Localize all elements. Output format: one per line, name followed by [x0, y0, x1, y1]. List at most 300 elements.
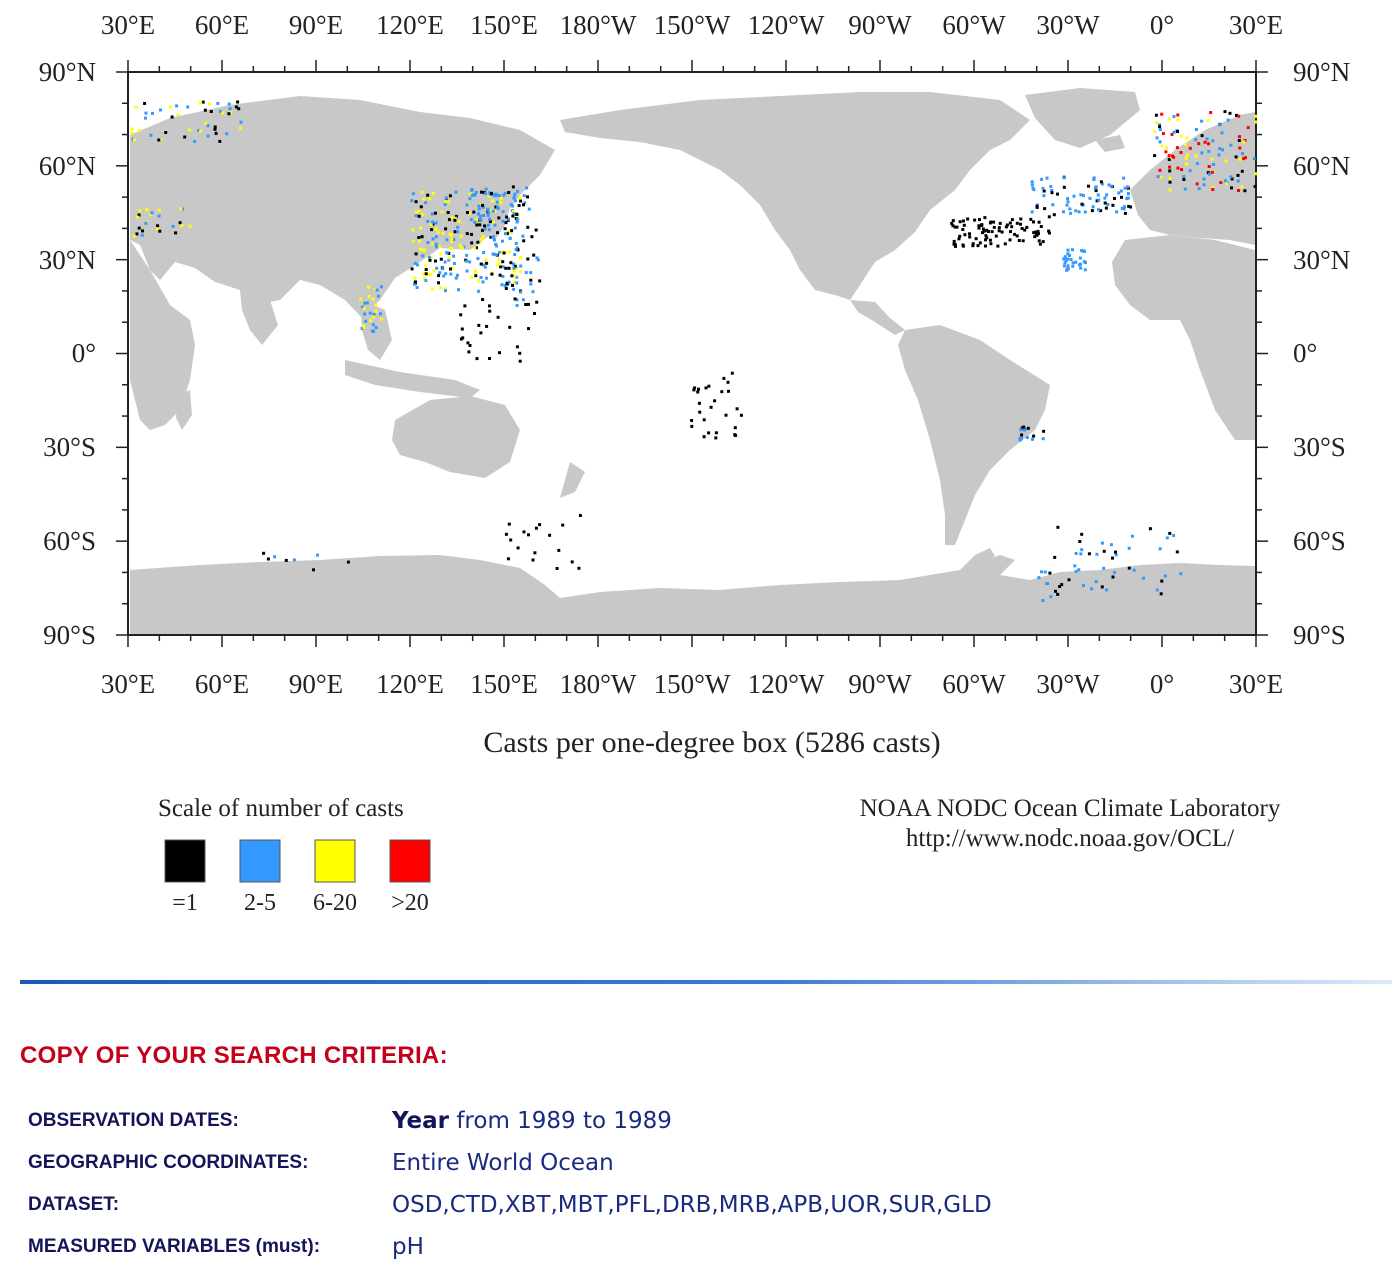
lon-label-top: 120°E — [376, 10, 444, 40]
cast-marker — [1066, 197, 1069, 200]
cast-marker — [486, 208, 489, 211]
cast-marker — [445, 196, 448, 199]
criteria-value: Entire World Ocean — [392, 1150, 614, 1176]
cast-marker — [495, 245, 498, 248]
cast-marker — [1160, 113, 1163, 116]
cast-marker — [466, 211, 469, 214]
cast-marker — [418, 215, 421, 218]
cast-marker — [490, 192, 493, 195]
cast-marker — [1200, 120, 1203, 123]
cast-marker — [992, 221, 995, 224]
lon-label-bottom: 30°W — [1036, 669, 1100, 699]
cast-marker — [548, 534, 551, 537]
lat-label-left: 60°S — [43, 526, 96, 556]
cast-marker — [1068, 578, 1071, 581]
cast-marker — [151, 211, 154, 214]
cast-marker — [477, 324, 480, 327]
cast-marker — [513, 253, 516, 256]
cast-marker — [177, 113, 180, 116]
cast-marker — [984, 245, 987, 248]
cast-marker — [1237, 174, 1240, 177]
cast-marker — [518, 352, 521, 355]
cast-marker — [525, 187, 528, 190]
cast-marker — [441, 211, 444, 214]
lon-label-bottom: 150°W — [653, 669, 731, 699]
cast-marker — [526, 195, 529, 198]
cast-marker — [1023, 229, 1026, 232]
lon-label-bottom: 0° — [1149, 669, 1175, 699]
cast-marker — [466, 270, 469, 273]
cast-marker — [491, 200, 494, 203]
cast-marker — [722, 377, 725, 380]
cast-marker — [1186, 136, 1189, 139]
cast-marker — [415, 214, 418, 217]
cast-marker — [523, 194, 526, 197]
cast-marker — [511, 215, 514, 218]
cast-marker — [1108, 183, 1111, 186]
section-divider — [20, 980, 1392, 984]
cast-marker — [419, 227, 422, 230]
cast-marker — [457, 288, 460, 291]
cast-marker — [734, 434, 737, 437]
legend-label: =1 — [172, 890, 198, 916]
cast-marker — [1113, 197, 1116, 200]
cast-marker — [420, 205, 423, 208]
cast-marker — [705, 386, 708, 389]
cast-marker — [961, 228, 964, 231]
cast-marker — [529, 279, 532, 282]
cast-marker — [507, 557, 510, 560]
cast-marker — [380, 285, 383, 288]
cast-marker — [519, 256, 522, 259]
cast-marker — [1169, 188, 1172, 191]
cast-marker — [522, 203, 525, 206]
cast-marker — [428, 256, 431, 259]
cast-marker — [1064, 255, 1067, 258]
lon-label-top: 30°W — [1036, 10, 1100, 40]
cast-marker — [1105, 588, 1108, 591]
cast-marker — [1173, 115, 1176, 118]
cast-marker — [1018, 239, 1021, 242]
cast-marker — [516, 345, 519, 348]
cast-marker — [1079, 267, 1082, 270]
cast-marker — [1211, 188, 1214, 191]
cast-marker — [1016, 234, 1019, 237]
cast-marker — [513, 281, 516, 284]
cast-marker — [415, 200, 418, 203]
cast-marker — [958, 235, 961, 238]
cast-marker — [239, 127, 242, 130]
cast-marker — [221, 112, 224, 115]
cast-marker — [157, 139, 160, 142]
cast-marker — [488, 304, 491, 307]
cast-marker — [1196, 162, 1199, 165]
lat-label-right: 60°N — [1293, 151, 1351, 181]
cast-marker — [1042, 437, 1045, 440]
cast-marker — [1210, 158, 1213, 161]
cast-marker — [481, 204, 484, 207]
cast-marker — [1168, 169, 1171, 172]
lon-label-top: 90°W — [848, 10, 912, 40]
cast-marker — [1088, 552, 1091, 555]
cast-marker — [411, 228, 414, 231]
cast-marker — [444, 227, 447, 230]
cast-marker — [415, 211, 418, 214]
cast-marker — [482, 214, 485, 217]
cast-marker — [1114, 551, 1117, 554]
cast-marker — [474, 274, 477, 277]
cast-marker — [371, 298, 374, 301]
cast-marker — [513, 193, 516, 196]
cast-marker — [497, 316, 500, 319]
cast-marker — [521, 235, 524, 238]
cast-marker — [478, 223, 481, 226]
cast-marker — [1031, 210, 1034, 213]
criteria-value: OSD,CTD,XBT,MBT,PFL,DRB,MRB,APB,UOR,SUR,GLD — [392, 1192, 992, 1218]
cast-marker — [444, 261, 447, 264]
lon-label-top: 60°E — [194, 10, 250, 40]
cast-marker — [316, 554, 319, 557]
cast-marker — [526, 226, 529, 229]
cast-marker — [1182, 175, 1185, 178]
cast-marker — [497, 216, 500, 219]
cast-marker — [1006, 224, 1009, 227]
cast-marker — [693, 386, 696, 389]
cast-marker — [418, 240, 421, 243]
cast-marker — [1242, 141, 1245, 144]
cast-marker — [417, 236, 420, 239]
cast-marker — [456, 230, 459, 233]
cast-marker — [1180, 151, 1183, 154]
cast-marker — [478, 204, 481, 207]
cast-marker — [1180, 168, 1183, 171]
cast-marker — [1230, 186, 1233, 189]
cast-marker — [410, 199, 413, 202]
cast-marker — [1040, 225, 1043, 228]
cast-marker — [1254, 121, 1257, 124]
cast-marker — [504, 192, 507, 195]
cast-marker — [1001, 231, 1004, 234]
cast-marker — [1189, 147, 1192, 150]
cast-marker — [1244, 156, 1247, 159]
cast-marker — [509, 539, 512, 542]
cast-marker — [1209, 111, 1212, 114]
cast-marker — [473, 246, 476, 249]
cast-marker — [1106, 203, 1109, 206]
cast-marker — [262, 552, 265, 555]
cast-marker — [497, 263, 500, 266]
cast-marker — [1090, 587, 1093, 590]
lat-label-right: 90°N — [1293, 57, 1351, 87]
cast-marker — [488, 357, 491, 360]
cast-marker — [426, 220, 429, 223]
cast-marker — [460, 246, 463, 249]
cast-marker — [438, 271, 441, 274]
cast-marker — [225, 132, 228, 135]
cast-marker — [435, 245, 438, 248]
cast-marker — [1153, 154, 1156, 157]
lat-label-right: 30°S — [1293, 432, 1346, 462]
cast-marker — [515, 248, 518, 251]
cast-marker — [445, 238, 448, 241]
cast-marker — [1056, 193, 1059, 196]
cast-marker — [434, 260, 437, 263]
criteria-row-variables — [28, 1226, 992, 1268]
cast-marker — [1039, 243, 1042, 246]
cast-marker — [514, 227, 517, 230]
cast-marker — [449, 273, 452, 276]
cast-marker — [440, 258, 443, 261]
cast-marker — [498, 251, 501, 254]
cast-marker — [432, 238, 435, 241]
cast-marker — [179, 207, 182, 210]
cast-marker — [1105, 193, 1108, 196]
right-lat-labels — [1293, 57, 1350, 650]
cast-marker — [1142, 577, 1145, 580]
cast-marker — [508, 267, 511, 270]
cast-marker — [1069, 212, 1072, 215]
cast-marker — [514, 199, 517, 202]
cast-marker — [151, 112, 154, 115]
cast-marker — [516, 190, 519, 193]
cast-marker — [715, 431, 718, 434]
cast-marker — [491, 235, 494, 238]
cast-marker — [998, 226, 1001, 229]
cast-marker — [1082, 194, 1085, 197]
cast-marker — [519, 291, 522, 294]
cast-marker — [487, 224, 490, 227]
cast-marker — [510, 229, 513, 232]
cast-marker — [214, 128, 217, 131]
cast-marker — [476, 357, 479, 360]
cast-marker — [413, 277, 416, 280]
cast-marker — [1009, 238, 1012, 241]
cast-marker — [734, 426, 737, 429]
cast-marker — [953, 243, 956, 246]
cast-marker — [504, 232, 507, 235]
cast-marker — [962, 244, 965, 247]
cast-marker — [484, 266, 487, 269]
cast-marker — [437, 281, 440, 284]
cast-marker — [535, 229, 538, 232]
cast-marker — [485, 277, 488, 280]
cast-marker — [557, 549, 560, 552]
cast-marker — [138, 209, 141, 212]
cast-marker — [480, 263, 483, 266]
cast-marker — [372, 316, 375, 319]
lon-label-top: 30°E — [1228, 10, 1284, 40]
cast-marker — [1149, 527, 1152, 530]
cast-marker — [1159, 169, 1162, 172]
cast-marker — [424, 279, 427, 282]
cast-marker — [431, 212, 434, 215]
cast-marker — [501, 275, 504, 278]
cast-marker — [454, 230, 457, 233]
cast-marker — [513, 270, 516, 273]
cast-marker — [1073, 564, 1076, 567]
cast-marker — [1016, 222, 1019, 225]
cast-marker — [423, 249, 426, 252]
cast-marker — [144, 222, 147, 225]
cast-marker — [180, 224, 183, 227]
cast-marker — [487, 214, 490, 217]
cast-marker — [1103, 550, 1106, 553]
cast-marker — [1025, 226, 1028, 229]
cast-marker — [435, 267, 438, 270]
cast-marker — [1029, 218, 1032, 221]
cast-marker — [510, 274, 513, 277]
cast-marker — [1089, 197, 1092, 200]
cast-marker — [1171, 155, 1174, 158]
cast-marker — [1131, 535, 1134, 538]
cast-marker — [1042, 430, 1045, 433]
cast-marker — [1124, 212, 1127, 215]
cast-marker — [519, 265, 522, 268]
cast-marker — [517, 546, 520, 549]
cast-marker — [485, 188, 488, 191]
cast-marker — [159, 109, 162, 112]
cast-marker — [487, 210, 490, 213]
cast-marker — [1185, 162, 1188, 165]
cast-marker — [376, 289, 379, 292]
cast-marker — [429, 259, 432, 262]
cast-marker — [1224, 110, 1227, 113]
cast-marker — [1129, 206, 1132, 209]
cast-marker — [416, 286, 419, 289]
cast-marker — [437, 231, 440, 234]
cast-marker — [174, 231, 177, 234]
lon-label-top: 60°W — [942, 10, 1006, 40]
cast-marker — [131, 127, 134, 130]
cast-marker — [1211, 171, 1214, 174]
cast-marker — [473, 221, 476, 224]
cast-marker — [477, 290, 480, 293]
cast-marker — [425, 272, 428, 275]
cast-marker — [488, 310, 491, 313]
cast-marker — [1241, 152, 1244, 155]
cast-marker — [1201, 134, 1204, 137]
map-caption: Casts per one-degree box (5286 casts) — [483, 726, 941, 759]
cast-marker — [1156, 589, 1159, 592]
cast-marker — [1036, 206, 1039, 209]
criteria-label: GEOGRAPHIC COORDINATES: — [28, 1152, 309, 1173]
cast-marker — [447, 200, 450, 203]
cast-marker — [431, 243, 434, 246]
cast-marker — [480, 191, 483, 194]
cast-marker — [512, 288, 515, 291]
cast-marker — [977, 244, 980, 247]
cast-marker — [532, 290, 535, 293]
cast-marker — [458, 220, 461, 223]
cast-marker — [495, 193, 498, 196]
cast-marker — [375, 326, 378, 329]
cast-marker — [1254, 172, 1257, 175]
cast-marker — [475, 191, 478, 194]
cast-marker — [482, 235, 485, 238]
cast-marker — [1158, 125, 1161, 128]
cast-marker — [966, 218, 969, 221]
lat-label-right: 60°S — [1293, 526, 1346, 556]
cast-marker — [512, 185, 515, 188]
cast-marker — [1084, 268, 1087, 271]
cast-marker — [480, 237, 483, 240]
criteria-value: pH — [392, 1234, 424, 1260]
cast-marker — [511, 284, 514, 287]
cast-marker — [455, 277, 458, 280]
cast-marker — [444, 272, 447, 275]
cast-marker — [508, 326, 511, 329]
cast-marker — [727, 390, 730, 393]
cast-marker — [1072, 261, 1075, 264]
cast-marker — [1237, 189, 1240, 192]
cast-marker — [1063, 264, 1066, 267]
cast-marker — [488, 228, 491, 231]
cast-marker — [1254, 115, 1257, 118]
cast-marker — [1074, 209, 1077, 212]
cast-marker — [227, 112, 230, 115]
cast-marker — [470, 241, 473, 244]
cast-marker — [1168, 177, 1171, 180]
cast-marker — [136, 216, 139, 219]
cast-marker — [1218, 123, 1221, 126]
cast-marker — [435, 222, 438, 225]
cast-marker — [466, 232, 469, 235]
lon-label-top: 0° — [1149, 10, 1175, 40]
cast-marker — [502, 210, 505, 213]
cast-marker — [1173, 131, 1176, 134]
cast-marker — [199, 101, 202, 104]
cast-marker — [498, 351, 501, 354]
cast-marker — [488, 218, 491, 221]
cast-marker — [1156, 136, 1159, 139]
cast-marker — [1196, 182, 1199, 185]
cast-marker — [1056, 593, 1059, 596]
cast-marker — [1237, 180, 1240, 183]
criteria-row-coordinates — [28, 1142, 992, 1184]
cast-marker — [189, 225, 192, 228]
cast-marker — [373, 313, 376, 316]
cast-marker — [1124, 187, 1127, 190]
cast-marker — [1219, 181, 1222, 184]
cast-marker — [1073, 195, 1076, 198]
cast-marker — [363, 302, 366, 305]
cast-marker — [509, 261, 512, 264]
cast-marker — [519, 360, 522, 363]
cast-marker — [446, 251, 449, 254]
cast-marker — [496, 201, 499, 204]
cast-marker — [1211, 139, 1214, 142]
cast-marker — [1115, 210, 1118, 213]
cast-marker — [1053, 213, 1056, 216]
cast-marker — [481, 298, 484, 301]
criteria-value — [392, 1108, 672, 1134]
cast-marker — [1127, 192, 1130, 195]
cast-marker — [1038, 239, 1041, 242]
cast-marker — [1079, 257, 1082, 260]
cast-marker — [474, 271, 477, 274]
cast-marker — [1186, 154, 1189, 157]
cast-marker — [467, 350, 470, 353]
cast-marker — [526, 258, 529, 261]
cast-marker — [1117, 192, 1120, 195]
cast-marker — [561, 524, 564, 527]
criteria-value-bold: Year — [392, 1108, 450, 1134]
cast-marker — [518, 204, 521, 207]
cast-marker — [138, 227, 141, 230]
cast-marker — [237, 107, 240, 110]
cast-marker — [476, 257, 479, 260]
cast-marker — [1033, 235, 1036, 238]
